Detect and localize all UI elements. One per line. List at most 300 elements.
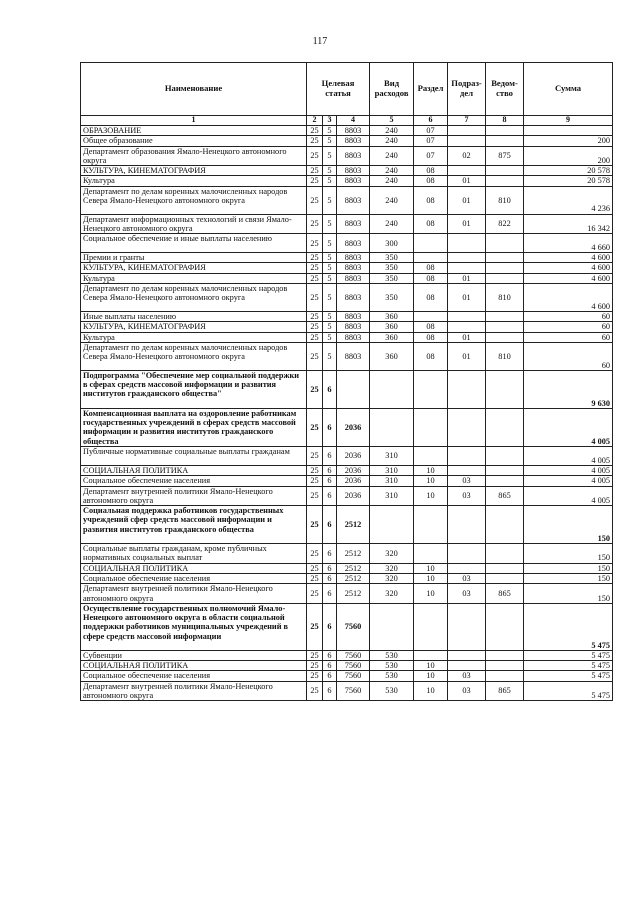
table-cell-section: 10	[414, 681, 448, 701]
budget-table	[80, 62, 613, 701]
table-row	[81, 603, 613, 650]
table-row	[81, 681, 613, 701]
table-row	[81, 486, 613, 506]
table-cell-target-subprogram: 6	[323, 408, 337, 446]
table-cell-target-program: 25	[307, 476, 323, 486]
column-number: 7	[448, 116, 486, 126]
table-row	[81, 476, 613, 486]
table-cell-name: Департамент по делам коренных малочисленных народов Севера Ямало-Ненецкого автономного округа	[81, 284, 307, 312]
table-cell-name: Культура	[81, 176, 307, 186]
table-cell-target-subprogram: 5	[323, 273, 337, 283]
table-cell-amount: 60	[524, 312, 613, 322]
table-cell-amount: 60	[524, 322, 613, 332]
table-cell-target-subprogram: 6	[323, 563, 337, 573]
header-section: Раздел	[414, 63, 448, 116]
table-row	[81, 253, 613, 263]
table-cell-target-subprogram: 6	[323, 671, 337, 681]
table-cell-name: Культура	[81, 273, 307, 283]
table-cell-target-code	[337, 370, 370, 408]
table-cell-name: СОЦИАЛЬНАЯ ПОЛИТИКА	[81, 563, 307, 573]
table-cell-subsection: 01	[448, 214, 486, 234]
table-cell-target-code: 2036	[337, 486, 370, 506]
table-cell-target-program: 25	[307, 544, 323, 564]
table-cell-expense-type: 320	[370, 584, 414, 604]
table-cell-subsection	[448, 263, 486, 273]
table-cell-name: Социальное обеспечение и иные выплаты населению	[81, 234, 307, 253]
table-cell-section	[414, 312, 448, 322]
table-cell-amount: 4 600	[524, 253, 613, 263]
table-cell-target-program: 25	[307, 584, 323, 604]
table-cell-target-program: 25	[307, 681, 323, 701]
table-cell-department	[486, 650, 524, 660]
table-cell-expense-type: 310	[370, 486, 414, 506]
table-row	[81, 466, 613, 476]
table-cell-expense-type: 240	[370, 125, 414, 135]
table-cell-amount: 4 236	[524, 186, 613, 214]
table-cell-target-code: 2512	[337, 544, 370, 564]
table-cell-target-program: 25	[307, 563, 323, 573]
table-cell-target-subprogram: 6	[323, 681, 337, 701]
table-cell-section	[414, 603, 448, 650]
table-cell-expense-type	[370, 370, 414, 408]
table-cell-expense-type: 350	[370, 284, 414, 312]
table-cell-amount: 60	[524, 332, 613, 342]
table-header-row	[81, 63, 613, 116]
table-cell-department	[486, 136, 524, 146]
table-cell-name: КУЛЬТУРА, КИНЕМАТОГРАФИЯ	[81, 263, 307, 273]
table-cell-amount: 4 005	[524, 447, 613, 466]
table-cell-expense-type: 240	[370, 176, 414, 186]
table-cell-target-subprogram: 6	[323, 650, 337, 660]
table-cell-target-subprogram: 6	[323, 661, 337, 671]
table-cell-target-program: 25	[307, 312, 323, 322]
table-cell-amount: 150	[524, 573, 613, 583]
table-cell-expense-type: 240	[370, 146, 414, 166]
table-cell-subsection	[448, 322, 486, 332]
table-cell-target-subprogram: 5	[323, 284, 337, 312]
table-cell-amount: 150	[524, 544, 613, 564]
table-cell-target-subprogram: 6	[323, 544, 337, 564]
table-cell-section: 10	[414, 486, 448, 506]
table-row	[81, 544, 613, 564]
table-cell-section: 08	[414, 263, 448, 273]
table-cell-subsection	[448, 563, 486, 573]
table-cell-subsection	[448, 466, 486, 476]
table-row	[81, 447, 613, 466]
table-cell-target-program: 25	[307, 447, 323, 466]
table-cell-name: Компенсационная выплата на оздоровление работникам государственных учреждений в сферах средств массовой информации и развития институтов гражданского общества	[81, 408, 307, 446]
header-amount: Сумма	[524, 63, 613, 116]
table-row	[81, 263, 613, 273]
table-cell-name: СОЦИАЛЬНАЯ ПОЛИТИКА	[81, 661, 307, 671]
table-cell-target-code: 2512	[337, 563, 370, 573]
table-cell-section: 10	[414, 671, 448, 681]
table-cell-target-subprogram: 5	[323, 136, 337, 146]
table-cell-subsection	[448, 447, 486, 466]
table-cell-target-code: 7560	[337, 650, 370, 660]
table-cell-target-subprogram: 5	[323, 186, 337, 214]
table-cell-target-program: 25	[307, 322, 323, 332]
table-cell-amount: 20 578	[524, 166, 613, 176]
table-cell-name: Социальная поддержка работников государственных учреждений сфер средств массовой информации и развития институтов гражданского общества	[81, 506, 307, 544]
table-cell-section	[414, 370, 448, 408]
table-cell-amount: 4 005	[524, 486, 613, 506]
table-cell-target-program: 25	[307, 332, 323, 342]
table-cell-section: 10	[414, 661, 448, 671]
table-row	[81, 650, 613, 660]
table-cell-amount	[524, 125, 613, 135]
table-cell-target-program: 25	[307, 284, 323, 312]
table-cell-subsection: 03	[448, 681, 486, 701]
table-cell-target-subprogram: 5	[323, 125, 337, 135]
table-cell-amount: 5 475	[524, 661, 613, 671]
table-cell-target-code: 8803	[337, 342, 370, 370]
table-row	[81, 166, 613, 176]
table-cell-expense-type: 240	[370, 136, 414, 146]
table-cell-name: Иные выплаты населению	[81, 312, 307, 322]
table-cell-department	[486, 447, 524, 466]
table-cell-section: 08	[414, 322, 448, 332]
table-cell-target-code: 8803	[337, 312, 370, 322]
table-cell-subsection	[448, 166, 486, 176]
table-row	[81, 273, 613, 283]
table-cell-target-subprogram: 5	[323, 166, 337, 176]
table-cell-department	[486, 408, 524, 446]
table-cell-target-subprogram: 6	[323, 573, 337, 583]
table-cell-target-code: 7560	[337, 603, 370, 650]
table-row	[81, 342, 613, 370]
table-cell-expense-type: 240	[370, 186, 414, 214]
header-expense-type: Вид расходов	[370, 63, 414, 116]
table-cell-subsection	[448, 125, 486, 135]
table-cell-section	[414, 408, 448, 446]
table-row	[81, 125, 613, 135]
table-cell-department	[486, 332, 524, 342]
table-cell-amount: 4 005	[524, 466, 613, 476]
table-cell-target-program: 25	[307, 466, 323, 476]
table-cell-target-code: 8803	[337, 125, 370, 135]
header-subsection: Подраз-дел	[448, 63, 486, 116]
table-cell-section: 07	[414, 125, 448, 135]
table-cell-expense-type: 360	[370, 322, 414, 332]
table-cell-section: 10	[414, 584, 448, 604]
table-cell-target-program: 25	[307, 186, 323, 214]
header-name: Наименование	[81, 63, 307, 116]
column-number: 9	[524, 116, 613, 126]
table-cell-subsection	[448, 408, 486, 446]
table-cell-subsection: 01	[448, 186, 486, 214]
table-cell-section	[414, 650, 448, 660]
table-row	[81, 408, 613, 446]
table-cell-department	[486, 603, 524, 650]
table-cell-department	[486, 370, 524, 408]
table-cell-target-program: 25	[307, 573, 323, 583]
table-cell-amount: 4 005	[524, 476, 613, 486]
table-cell-amount: 150	[524, 563, 613, 573]
table-cell-target-code: 2036	[337, 447, 370, 466]
table-cell-subsection: 01	[448, 273, 486, 283]
table-cell-section: 08	[414, 342, 448, 370]
table-body	[81, 125, 613, 700]
table-cell-target-subprogram: 5	[323, 214, 337, 234]
table-cell-section: 08	[414, 332, 448, 342]
table-row	[81, 584, 613, 604]
table-cell-subsection: 03	[448, 671, 486, 681]
table-cell-section	[414, 544, 448, 564]
table-cell-section: 08	[414, 214, 448, 234]
table-cell-subsection: 03	[448, 476, 486, 486]
column-number: 8	[486, 116, 524, 126]
table-cell-name: Департамент внутренней политики Ямало-Ненецкого автономного округа	[81, 584, 307, 604]
table-row	[81, 563, 613, 573]
table-cell-department	[486, 166, 524, 176]
table-row	[81, 186, 613, 214]
table-cell-target-code: 2036	[337, 408, 370, 446]
table-cell-target-program: 25	[307, 408, 323, 446]
table-cell-target-program: 25	[307, 671, 323, 681]
table-cell-department: 865	[486, 584, 524, 604]
table-cell-name: Департамент по делам коренных малочисленных народов Севера Ямало-Ненецкого автономного округа	[81, 342, 307, 370]
column-number: 1	[81, 116, 307, 126]
table-cell-subsection	[448, 661, 486, 671]
table-cell-amount: 4 660	[524, 234, 613, 253]
table-cell-department	[486, 125, 524, 135]
table-cell-name: Осуществление государственных полномочий Ямало-Ненецкого автономного округа в области социальной поддержки работников муниципальных учреждений в сфере средств массовой информации	[81, 603, 307, 650]
table-cell-department: 865	[486, 681, 524, 701]
table-cell-target-program: 25	[307, 342, 323, 370]
table-cell-expense-type: 350	[370, 273, 414, 283]
table-cell-name: Социальное обеспечение населения	[81, 573, 307, 583]
table-cell-amount: 4 005	[524, 408, 613, 446]
table-cell-name: Премии и гранты	[81, 253, 307, 263]
table-cell-target-program: 25	[307, 234, 323, 253]
table-cell-target-program: 25	[307, 166, 323, 176]
column-number-row	[81, 116, 613, 126]
table-cell-amount: 4 600	[524, 273, 613, 283]
column-number: 5	[370, 116, 414, 126]
table-cell-target-code: 8803	[337, 136, 370, 146]
table-cell-section: 08	[414, 166, 448, 176]
table-cell-expense-type: 350	[370, 253, 414, 263]
table-cell-target-code: 2512	[337, 573, 370, 583]
table-cell-subsection: 01	[448, 332, 486, 342]
table-cell-expense-type: 360	[370, 312, 414, 322]
table-cell-target-code: 8803	[337, 186, 370, 214]
table-cell-target-subprogram: 5	[323, 332, 337, 342]
table-row	[81, 284, 613, 312]
table-cell-expense-type: 360	[370, 332, 414, 342]
table-cell-amount: 5 475	[524, 603, 613, 650]
table-row	[81, 661, 613, 671]
table-cell-subsection	[448, 603, 486, 650]
table-cell-amount: 4 600	[524, 263, 613, 273]
table-cell-name: СОЦИАЛЬНАЯ ПОЛИТИКА	[81, 466, 307, 476]
table-cell-department	[486, 322, 524, 332]
table-cell-target-subprogram: 6	[323, 370, 337, 408]
table-cell-department	[486, 573, 524, 583]
table-cell-department	[486, 671, 524, 681]
table-cell-department	[486, 506, 524, 544]
table-cell-subsection	[448, 253, 486, 263]
table-cell-amount: 20 578	[524, 176, 613, 186]
table-cell-department: 810	[486, 342, 524, 370]
table-cell-subsection: 03	[448, 486, 486, 506]
column-number: 6	[414, 116, 448, 126]
table-cell-expense-type: 240	[370, 214, 414, 234]
table-cell-expense-type: 350	[370, 263, 414, 273]
table-cell-department	[486, 176, 524, 186]
table-cell-target-subprogram: 5	[323, 342, 337, 370]
table-cell-section: 08	[414, 176, 448, 186]
table-cell-target-program: 25	[307, 506, 323, 544]
table-cell-amount: 200	[524, 146, 613, 166]
table-cell-section: 10	[414, 563, 448, 573]
table-cell-subsection: 01	[448, 342, 486, 370]
table-cell-expense-type: 320	[370, 573, 414, 583]
table-cell-target-code: 2512	[337, 506, 370, 544]
table-cell-expense-type	[370, 506, 414, 544]
table-row	[81, 322, 613, 332]
table-cell-department	[486, 312, 524, 322]
table-cell-target-program: 25	[307, 214, 323, 234]
table-cell-section	[414, 506, 448, 544]
table-cell-target-code: 2512	[337, 584, 370, 604]
table-row	[81, 234, 613, 253]
table-cell-target-program: 25	[307, 661, 323, 671]
table-cell-subsection	[448, 312, 486, 322]
table-cell-target-code: 8803	[337, 234, 370, 253]
table-row	[81, 312, 613, 322]
table-cell-target-program: 25	[307, 603, 323, 650]
table-row	[81, 146, 613, 166]
table-cell-target-subprogram: 6	[323, 603, 337, 650]
table-cell-amount: 16 342	[524, 214, 613, 234]
table-cell-target-program: 25	[307, 370, 323, 408]
table-cell-department	[486, 234, 524, 253]
table-cell-target-code: 8803	[337, 332, 370, 342]
table-cell-department: 875	[486, 146, 524, 166]
table-cell-section: 07	[414, 136, 448, 146]
table-cell-department: 810	[486, 186, 524, 214]
table-cell-subsection	[448, 234, 486, 253]
table-cell-target-subprogram: 6	[323, 466, 337, 476]
table-cell-name: КУЛЬТУРА, КИНЕМАТОГРАФИЯ	[81, 166, 307, 176]
table-cell-expense-type: 320	[370, 544, 414, 564]
table-cell-section	[414, 253, 448, 263]
table-cell-target-program: 25	[307, 650, 323, 660]
table-cell-target-subprogram: 5	[323, 253, 337, 263]
table-cell-target-subprogram: 5	[323, 234, 337, 253]
table-cell-subsection: 02	[448, 146, 486, 166]
table-cell-department	[486, 476, 524, 486]
table-cell-target-subprogram: 5	[323, 146, 337, 166]
table-row	[81, 176, 613, 186]
table-cell-target-code: 8803	[337, 263, 370, 273]
table-row	[81, 671, 613, 681]
table-cell-target-subprogram: 6	[323, 447, 337, 466]
table-cell-expense-type: 530	[370, 661, 414, 671]
table-cell-expense-type: 360	[370, 342, 414, 370]
table-cell-target-program: 25	[307, 176, 323, 186]
table-cell-subsection	[448, 136, 486, 146]
table-cell-section: 08	[414, 284, 448, 312]
table-cell-target-program: 25	[307, 136, 323, 146]
table-cell-section: 10	[414, 573, 448, 583]
table-cell-amount: 200	[524, 136, 613, 146]
table-cell-name: Общее образование	[81, 136, 307, 146]
table-cell-expense-type: 320	[370, 563, 414, 573]
table-cell-department: 822	[486, 214, 524, 234]
header-target-article: Целевая статья	[307, 63, 370, 116]
table-cell-subsection	[448, 650, 486, 660]
table-cell-section: 07	[414, 146, 448, 166]
table-cell-department	[486, 263, 524, 273]
table-cell-name: Культура	[81, 332, 307, 342]
table-cell-name: КУЛЬТУРА, КИНЕМАТОГРАФИЯ	[81, 322, 307, 332]
table-cell-target-code: 7560	[337, 671, 370, 681]
table-cell-section	[414, 447, 448, 466]
table-cell-name: ОБРАЗОВАНИЕ	[81, 125, 307, 135]
table-row	[81, 332, 613, 342]
table-row	[81, 136, 613, 146]
table-cell-amount: 5 475	[524, 650, 613, 660]
table-cell-subsection: 03	[448, 573, 486, 583]
table-cell-expense-type: 530	[370, 671, 414, 681]
table-cell-name: Департамент внутренней политики Ямало-Ненецкого автономного округа	[81, 681, 307, 701]
table-cell-department	[486, 273, 524, 283]
table-cell-expense-type: 240	[370, 166, 414, 176]
table-cell-amount: 4 600	[524, 284, 613, 312]
table-cell-expense-type: 310	[370, 466, 414, 476]
table-cell-section: 08	[414, 186, 448, 214]
table-cell-target-program: 25	[307, 146, 323, 166]
table-cell-target-subprogram: 6	[323, 486, 337, 506]
table-cell-subsection	[448, 506, 486, 544]
table-cell-name: Социальные выплаты гражданам, кроме публичных нормативных социальных выплат	[81, 544, 307, 564]
table-cell-expense-type: 530	[370, 650, 414, 660]
table-cell-target-program: 25	[307, 253, 323, 263]
table-cell-name: Департамент внутренней политики Ямало-Ненецкого автономного округа	[81, 486, 307, 506]
table-row	[81, 506, 613, 544]
table-cell-subsection: 01	[448, 176, 486, 186]
table-cell-section: 10	[414, 476, 448, 486]
header-department: Ведом-ство	[486, 63, 524, 116]
column-number: 2	[307, 116, 323, 126]
table-cell-expense-type	[370, 603, 414, 650]
table-cell-target-program: 25	[307, 263, 323, 273]
table-cell-expense-type: 310	[370, 447, 414, 466]
table-cell-target-subprogram: 5	[323, 312, 337, 322]
table-cell-amount: 5 475	[524, 681, 613, 701]
table-cell-amount: 150	[524, 584, 613, 604]
table-cell-target-code: 8803	[337, 322, 370, 332]
table-cell-department	[486, 253, 524, 263]
table-cell-target-program: 25	[307, 273, 323, 283]
column-number: 4	[337, 116, 370, 126]
table-cell-name: Департамент образования Ямало-Ненецкого автономного округа	[81, 146, 307, 166]
table-cell-name: Подпрограмма "Обеспечение мер социальной поддержки в сферах средств массовой информации и развития институтов гражданского общества"	[81, 370, 307, 408]
table-cell-target-code: 8803	[337, 284, 370, 312]
table-cell-expense-type	[370, 408, 414, 446]
table-cell-department: 810	[486, 284, 524, 312]
table-cell-target-code: 8803	[337, 146, 370, 166]
table-cell-target-subprogram: 5	[323, 176, 337, 186]
table-cell-name: Субвенции	[81, 650, 307, 660]
table-cell-subsection: 03	[448, 584, 486, 604]
table-cell-target-code: 2036	[337, 476, 370, 486]
table-cell-department	[486, 466, 524, 476]
table-cell-target-subprogram: 6	[323, 506, 337, 544]
